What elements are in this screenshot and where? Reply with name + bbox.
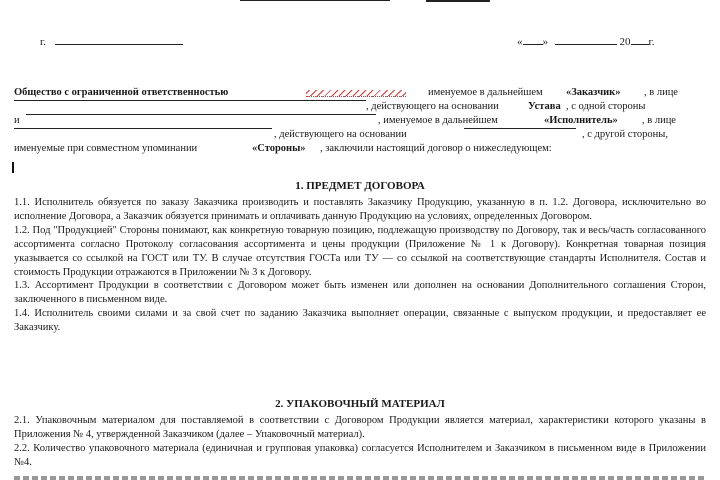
in-person-text-2: , в лице xyxy=(642,115,676,126)
executor-name-blank[interactable] xyxy=(26,114,376,115)
date-quote-close: » xyxy=(542,36,548,48)
second-side-text: , с другой стороны, xyxy=(582,129,668,140)
year-blank[interactable] xyxy=(631,44,649,45)
clause-1-4: 1.4. Исполнитель своими силами и за свой счет по заданию Заказчика выполняет операции, связанные с выпуском продукции, и предоставляет ее Заказчику. xyxy=(14,308,706,334)
city-field[interactable] xyxy=(40,36,183,48)
concluded-text: , заключили настоящий договор о нижеследующем: xyxy=(320,143,552,154)
customer-term: «Заказчик» xyxy=(566,87,621,98)
charter-term: Устава xyxy=(528,101,561,112)
parties-preamble xyxy=(14,86,704,156)
first-side-text: , с одной стороны xyxy=(566,101,646,112)
named-text: именуемое в дальнейшем xyxy=(428,87,543,98)
preamble-line-5 xyxy=(14,142,704,156)
preamble-line-2 xyxy=(14,100,704,114)
city-prefix: г. xyxy=(40,36,47,48)
title-underline xyxy=(240,0,490,2)
date-quote-open: « xyxy=(517,36,523,48)
org-name-blank[interactable] xyxy=(306,90,406,97)
preamble-line-3 xyxy=(14,114,704,128)
clause-1-2: 1.2. Под "Продукцией" Стороны понимают, как конкретную товарную позицию, подлежащую производству по Договору, так и весь/часть согласованного ассортимента согласно Протоколу согласования ассортимента и цены продукции (Приложение № 1 к Договору). Конкретная товарная позиция указывается со ссылкой на ГОСТ или ТУ. В случае отсутствия ГОСТа или ТУ — со ссылкой на соответствующие стандарты Исполнителя. Состав и стоимость Продукции отражаются в Приложении № 3 к Договору. xyxy=(14,224,706,278)
org-form-label: Общество с ограниченной ответственностью xyxy=(14,87,229,98)
section-2-body xyxy=(14,414,706,470)
acting-text: , действующего на основании xyxy=(366,101,499,112)
section-2-title: 2. УПАКОВОЧНЫЙ МАТЕРИАЛ xyxy=(275,398,445,410)
day-blank[interactable] xyxy=(523,44,543,45)
named-text-2: , именуемое в дальнейшем xyxy=(378,115,498,126)
executor-basis-blank[interactable] xyxy=(464,128,576,129)
section-1-title: 1. ПРЕДМЕТ ДОГОВОРА xyxy=(295,180,425,192)
executor-term: «Исполнитель» xyxy=(544,115,618,126)
cut-off-text-row xyxy=(14,474,706,480)
clause-2-2: 2.2. Количество упаковочного материала (единичная и групповая упаковка) согласуется Исполнителем и Заказчиком в письменном виде в Приложении №4. xyxy=(14,442,706,468)
clause-1-1: 1.1. Исполнитель обязуется по заказу Заказчика производить и поставлять Заказчику Продукцию, указанную в п. 1.2. Договора, исключительно во исполнение Договора, а Заказчик обязуется принимать и оплачивать данную Продукцию на условиях, определенных Договором. xyxy=(14,197,706,222)
acting-text-2: , действующего на основании xyxy=(274,129,407,140)
jointly-text: именуемые при совместном упоминании xyxy=(14,143,198,154)
city-blank[interactable] xyxy=(55,44,183,45)
in-person-text: , в лице xyxy=(644,87,678,98)
section-1-body xyxy=(14,196,706,335)
text-cursor xyxy=(12,162,14,173)
clause-1-3: 1.3. Ассортимент Продукции в соответствии с Договором может быть изменен или дополнен на основании Дополнительного соглашения Сторон, заключенного в письменном виде. xyxy=(14,280,706,306)
and-text: и xyxy=(14,115,20,126)
preamble-line-1 xyxy=(14,86,704,100)
executor-representative-blank[interactable] xyxy=(14,128,272,129)
year-prefix: 20 xyxy=(619,36,631,48)
clause-2-1: 2.1. Упаковочным материалом для поставляемой в соответствии с Договором Продукции является материал, характеристики которого указаны в Приложения № 4, утвержденной Заказчиком (далее – Упаковочный материал). xyxy=(14,415,706,440)
parties-term: «Стороны» xyxy=(252,143,306,154)
preamble-line-4 xyxy=(14,128,704,142)
month-blank[interactable] xyxy=(555,44,617,45)
representative-blank[interactable] xyxy=(14,100,366,101)
date-field[interactable] xyxy=(517,36,655,48)
year-suffix: г. xyxy=(648,36,655,48)
